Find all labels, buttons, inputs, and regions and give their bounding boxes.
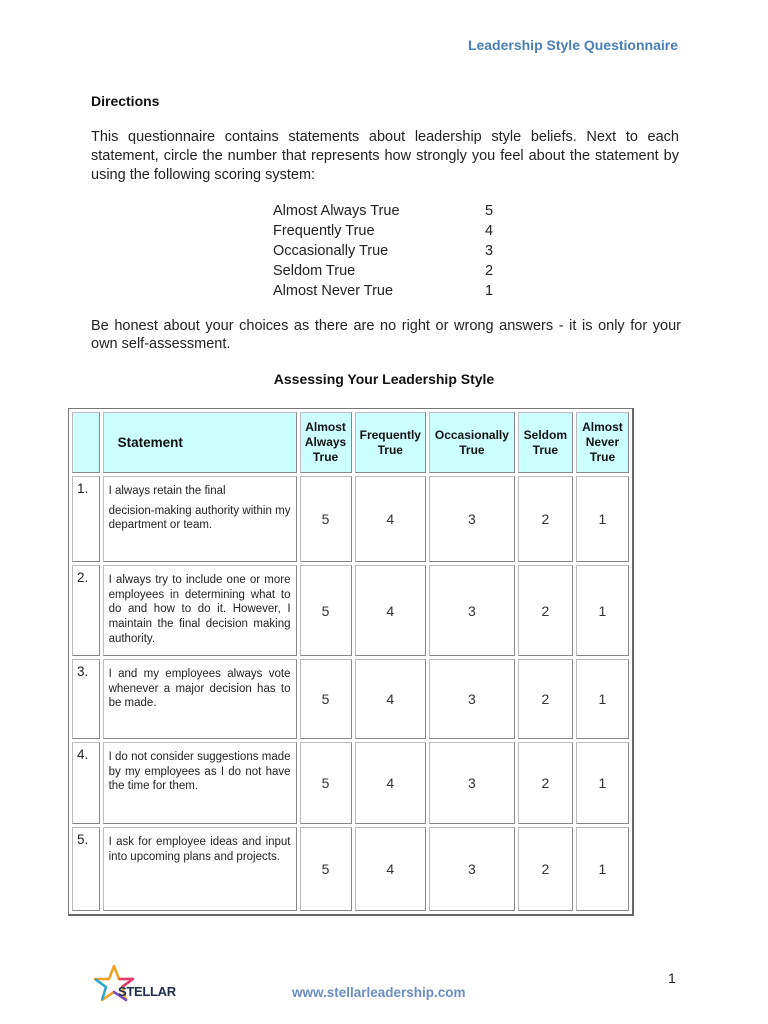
statement-text [103,742,297,824]
statement-text [103,827,297,911]
header-line: Never [585,435,620,449]
score-frequently[interactable]: 4 [355,827,426,911]
table-row [72,659,629,739]
directions-heading: Directions [91,93,160,109]
number-column-header [72,412,100,473]
score-frequently[interactable]: 4 [355,476,426,562]
statement-line: I do not consider suggestions made by my employees as I do not have the time for them. [108,751,291,793]
header-line: Seldom [523,427,568,442]
scale-row [273,241,493,261]
scale-label: Almost Never True [273,283,394,299]
header-line: True [377,442,403,457]
scale-value: 1 [485,283,494,299]
table-title: Assessing Your Leadership Style [273,371,495,387]
score-almost-always[interactable]: 5 [300,827,352,911]
statement-number: 3. [72,659,100,739]
intro-paragraph: This questionnaire contains statements about leadership style beliefs. Next to each statement, circle the number that represents how strongly you feel about the statement by using the following scoring system: [91,129,679,183]
score-almost-never[interactable]: 1 [576,476,629,562]
header-line: True [589,450,616,464]
score-seldom[interactable]: 2 [518,827,573,911]
score-seldom[interactable]: 2 [518,742,573,824]
score-almost-never[interactable]: 1 [576,742,629,824]
table-row [72,565,629,656]
score-occasionally[interactable]: 3 [429,827,515,911]
scale-row [273,281,493,301]
score-frequently[interactable]: 4 [355,659,426,739]
document-header-title: Leadership Style Questionnaire [467,37,678,53]
scale-value: 2 [485,263,494,279]
statement-text [103,476,297,562]
score-seldom[interactable]: 2 [518,476,573,562]
scale-label: Frequently True [273,223,375,239]
scale-row [273,261,493,281]
score-occasionally[interactable]: 3 [429,565,515,656]
score-almost-always[interactable]: 5 [300,742,352,824]
statement-column-header: Statement [103,412,297,473]
header-line: Almost [582,420,623,434]
score-occasionally[interactable]: 3 [429,476,515,562]
scale-value: 4 [485,223,494,239]
scale-value: 5 [485,203,494,219]
honesty-paragraph: Be honest about your choices as there are no right or wrong answers - it is only for your own self-assessment. [91,318,681,352]
stellar-logo-text: STELLAR [118,984,176,999]
statement-number: 4. [72,742,100,824]
scale-row [273,221,493,241]
table-row [72,476,629,562]
score-almost-always[interactable]: 5 [300,565,352,656]
occasionally-true-header [429,412,515,473]
score-almost-always[interactable]: 5 [300,476,352,562]
scoring-scale [273,201,493,301]
header-line: Occasionally [434,427,509,442]
score-occasionally[interactable]: 3 [429,659,515,739]
almost-always-true-header [300,412,352,473]
header-line: True [532,442,559,457]
table-row [72,827,629,911]
statement-line: decision-making authority within my department or team. [108,504,291,532]
scale-row [273,201,493,221]
scale-label: Seldom True [273,263,356,279]
statement-line: I always try to include one or more employees in determining what to do and how to do it. However, I maintain the final decision making authority. [108,574,291,645]
statement-number: 2. [72,565,100,656]
page-number: 1 [668,970,676,986]
leadership-style-table [68,408,634,916]
score-seldom[interactable]: 2 [518,565,573,656]
score-almost-never[interactable]: 1 [576,827,629,911]
score-almost-always[interactable]: 5 [300,659,352,739]
score-occasionally[interactable]: 3 [429,742,515,824]
statement-number: 5. [72,827,100,911]
header-line: Always [304,435,347,449]
score-frequently[interactable]: 4 [355,565,426,656]
seldom-true-header [518,412,573,473]
scale-value: 3 [485,243,494,259]
header-line: Frequently [359,427,421,442]
statement-line: I ask for employee ideas and input into upcoming plans and projects. [108,836,291,863]
statement-line: I and my employees always vote whenever a major decision has to be made. [108,668,291,710]
footer-website-link[interactable]: www.stellarleadership.com [292,985,466,1000]
statement-line: I always retain the final [108,485,226,497]
frequently-true-header [355,412,426,473]
header-line: True [459,442,485,457]
score-almost-never[interactable]: 1 [576,659,629,739]
statement-text [103,565,297,656]
score-frequently[interactable]: 4 [355,742,426,824]
statement-number: 1. [72,476,100,562]
scale-label: Occasionally True [273,243,389,259]
statement-text [103,659,297,739]
almost-never-true-header [576,412,629,473]
header-line: True [312,450,339,464]
header-line: Almost [305,420,346,434]
table-row [72,742,629,824]
scale-label: Almost Always True [273,203,400,219]
score-seldom[interactable]: 2 [518,659,573,739]
score-almost-never[interactable]: 1 [576,565,629,656]
